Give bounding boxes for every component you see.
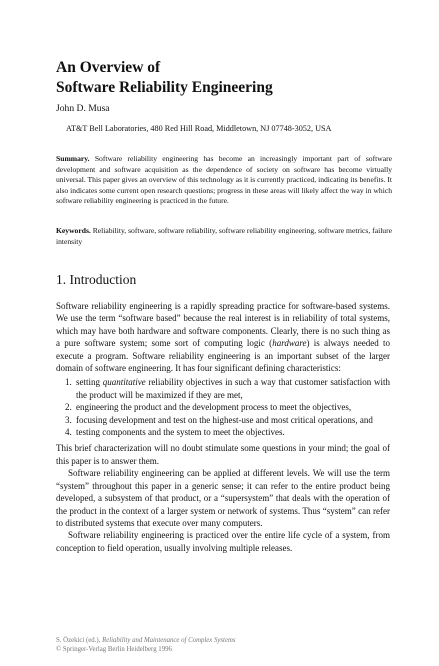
paragraph-1-part-b: ) is always needed to execute a program. Software reliability engineering is an important subset of the larger domain of software engineering. It has four significant defining characteristics: [56, 338, 390, 374]
summary-label: Summary. [56, 154, 90, 163]
keywords-block [56, 226, 392, 247]
introduction-body [56, 300, 390, 554]
paragraph-2: This brief characterization will no doubt stimulate some questions in your mind; the goal of this paper is to answer them. [56, 443, 390, 466]
footer-line-2: © Springer-Verlag Berlin Heidelberg 1996 [56, 646, 172, 653]
list-item-text: reliability objectives in such a way that customer satisfaction with the product will be maximized if they are met, [76, 377, 390, 400]
list-item-text: testing components and the system to meet the objectives. [76, 427, 285, 438]
author-name: John D. Musa [56, 103, 110, 114]
summary-block [56, 154, 392, 207]
author-affiliation: AT&T Bell Laboratories, 480 Red Hill Road, Middletown, NJ 07748-3052, USA [66, 124, 332, 133]
summary-text: Software reliability engineering has become an increasingly important part of software development and software acquisition as the dependence of society on software has become virtually universal. This paper gives an overview of this technology as it is currently practiced, indicating its benefits. It also indicates some current open research questions; progress in these areas will likely affect the way in which software reliability engineering is practiced in the future. [56, 154, 392, 205]
keywords-text: Reliability, software, software reliability, software reliability engineering, software metrics, failure intensity [56, 226, 392, 246]
paragraph-4: Software reliability engineering is practiced over the entire life cycle of a system, from conception to field operation, usually involving multiple releases. [56, 530, 390, 553]
footer-line-1 [56, 636, 236, 645]
list-item [74, 414, 390, 426]
characteristics-list [56, 376, 390, 438]
list-item-emphasis: quantitative [102, 377, 146, 388]
paragraph-1-part-a: Software reliability engineering is a rapidly spreading practice for software-based systems. We use the term “software based” because the real interest is in reliability of total systems, which may have both hardware and software components. Clearly, there is no such thing as a pure software system; some sort of computing logic ( [56, 301, 390, 349]
list-item-text: engineering the product and the development process to meet the objectives, [76, 402, 352, 413]
list-item-text: setting [76, 377, 103, 388]
list-item [74, 401, 390, 413]
paper-title [56, 58, 396, 98]
title-line-1: An Overview of [56, 59, 161, 76]
paragraph-1-hardware: hardware [272, 338, 307, 349]
list-item-text: focusing development and test on the highest-use and most critical operations, and [76, 414, 373, 425]
paragraph-3: Software reliability engineering can be applied at different levels. We will use the term “system” throughout this paper in a generic sense; it can refer to the entire product being developed, a subsystem of that product, or a “supersystem” that deals with the operation of the product in the context of a larger system or network of systems. Thus “system” can refer to distributed systems that execute over many computers. [56, 468, 390, 528]
title-line-2: Software Reliability Engineering [56, 79, 273, 96]
section-title-introduction: 1. Introduction [56, 272, 137, 287]
list-item [74, 376, 390, 401]
paragraph-1 [56, 300, 390, 374]
footer-editor: S. Özekici (ed.), [56, 637, 103, 644]
list-item [74, 426, 390, 438]
footer-book-title: Reliability and Maintenance of Complex Systems [102, 637, 236, 644]
publication-footer [56, 636, 236, 654]
keywords-label: Keywords. [56, 226, 91, 235]
